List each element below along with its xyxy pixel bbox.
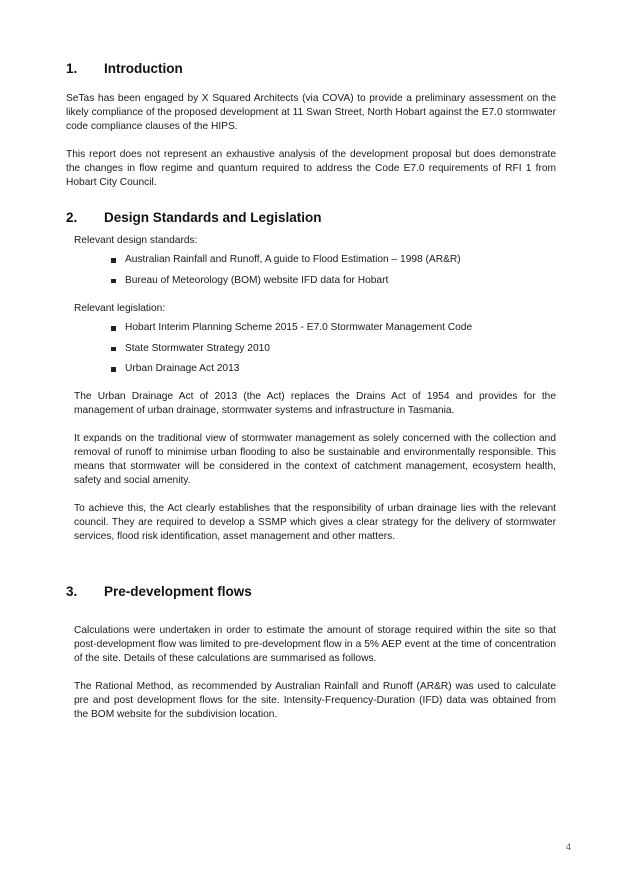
list-item: State Stormwater Strategy 2010 bbox=[111, 342, 561, 363]
section-1-paragraph-1: SeTas has been engaged by X Squared Architects (via COVA) to provide a preliminary assessment on the likely compliance of the proposed development at 11 Swan Street, North Hobart against the E7.0 stormwater code compliance clauses of the HIPS. bbox=[66, 93, 556, 132]
list-item: Australian Rainfall and Runoff, A guide to Flood Estimation – 1998 (AR&R) bbox=[111, 253, 561, 274]
bullet-icon bbox=[111, 326, 116, 331]
section-1-title: Introduction bbox=[104, 61, 183, 76]
list-item: Hobart Interim Planning Scheme 2015 - E7.0 Stormwater Management Code bbox=[111, 321, 561, 342]
section-3-heading bbox=[66, 584, 366, 602]
section-1-heading bbox=[66, 61, 366, 79]
section-3-paragraph-1: Calculations were undertaken in order to estimate the amount of storage required within the site so that post-development flow was limited to pre-development flow in a 5% AEP event at the time of concentration of the site. Details of these calculations are summarised as follows. bbox=[74, 625, 556, 664]
list-item: Bureau of Meteorology (BOM) website IFD data for Hobart bbox=[111, 274, 561, 295]
section-3-number: 3. bbox=[66, 584, 78, 599]
section-2-paragraph-1: The Urban Drainage Act of 2013 (the Act) replaces the Drains Act of 1954 and provides for the management of urban drainage, stormwater systems and infrastructure in Tasmania. bbox=[74, 391, 556, 416]
legislation-label: Relevant legislation: bbox=[74, 303, 166, 314]
design-standards-list bbox=[111, 253, 561, 294]
section-2-paragraph-3: To achieve this, the Act clearly establishes that the responsibility of urban drainage lies with the relevant council. They are required to develop a SSMP which gives a clear strategy for the delivery of stormwater services, flood risk identification, asset management and other matters. bbox=[74, 503, 556, 542]
section-2-paragraph-2: It expands on the traditional view of stormwater management as solely concerned with the collection and removal of runoff to minimise urban flooding to also be sustainable and environmentally responsible. This means that stormwater will be considered in the context of catchment management, ecosystem health, safety and social amenity. bbox=[74, 433, 556, 486]
bullet-icon bbox=[111, 347, 116, 352]
section-2-number: 2. bbox=[66, 210, 78, 225]
list-item: Urban Drainage Act 2013 bbox=[111, 362, 561, 383]
section-3-paragraph-2: The Rational Method, as recommended by Australian Rainfall and Runoff (AR&R) was used to calculate pre and post development flows for the site. Intensity-Frequency-Duration (IFD) data was obtained from the BOM website for the subdivision location. bbox=[74, 681, 556, 720]
legislation-list bbox=[111, 321, 561, 383]
section-2-title: Design Standards and Legislation bbox=[104, 210, 322, 225]
bullet-icon bbox=[111, 367, 116, 372]
section-1-paragraph-2: This report does not represent an exhaustive analysis of the development proposal but does demonstrate the changes in flow regime and quantum required to address the Code E7.0 requirements of RFI 1 from Hobart City Council. bbox=[66, 149, 556, 188]
section-3-title: Pre-development flows bbox=[104, 584, 252, 599]
page-number: 4 bbox=[565, 842, 571, 852]
bullet-icon bbox=[111, 279, 116, 284]
section-1-number: 1. bbox=[66, 61, 78, 76]
bullet-icon bbox=[111, 258, 116, 263]
design-standards-label: Relevant design standards: bbox=[74, 235, 198, 246]
section-2-heading bbox=[66, 210, 466, 228]
